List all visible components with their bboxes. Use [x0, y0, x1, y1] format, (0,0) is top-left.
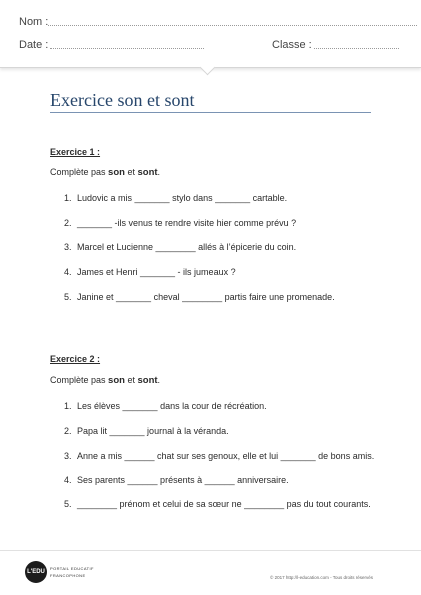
copyright-notice: © 2017 http://l-education.com - Tous droits réservés: [270, 575, 374, 580]
class-dotted-line: [314, 48, 399, 49]
item-text: Papa lit _______ journal à la véranda.: [77, 426, 229, 436]
item-number: 1.: [64, 193, 72, 203]
logo-line-1: PORTAIL EDUCATIF: [50, 566, 94, 571]
item-text: Ludovic a mis _______ stylo dans _______ cartable.: [77, 193, 288, 203]
item-number: 2.: [64, 218, 72, 228]
item-number: 2.: [64, 426, 72, 436]
name-field[interactable]: [19, 16, 48, 28]
exercise1-instruction-end: .: [157, 167, 161, 177]
item-text: Janine et _______ cheval ________ partis faire une promenade.: [77, 292, 335, 302]
logo-line-2: FRANCOPHONE: [50, 573, 86, 578]
exercise2-instruction: [50, 375, 160, 386]
exercise2-connector: et: [127, 375, 135, 385]
item-text: ________ prénom et celui de sa sœur ne ________ pas du tout courants.: [77, 499, 371, 509]
exercise1-word-son: son: [108, 167, 125, 178]
item-number: 4.: [64, 475, 72, 485]
exercise2-instruction-prefix: Complète pas: [50, 375, 106, 385]
item-text: _______ -ils venus te rendre visite hier comme prévu ?: [77, 218, 297, 228]
item-text: Ses parents ______ présents à ______ anniversaire.: [77, 475, 289, 485]
item-number: 5.: [64, 292, 72, 302]
class-field[interactable]: [272, 39, 312, 51]
date-label: Date :: [19, 39, 49, 51]
class-label: Classe :: [272, 39, 312, 51]
item-number: 5.: [64, 499, 72, 509]
item-number: 3.: [64, 451, 72, 461]
date-field[interactable]: [19, 39, 48, 51]
item-text: Marcel et Lucienne ________ allés à l’épicerie du coin.: [77, 242, 297, 252]
exercise2-word-sont: sont: [137, 375, 158, 386]
ledu-logo-icon: L'EDU: [25, 561, 47, 583]
title-underline: [50, 112, 371, 113]
item-number: 4.: [64, 267, 72, 277]
exercise2-instruction-end: .: [157, 375, 161, 385]
name-label: Nom :: [19, 16, 49, 28]
footer-divider: [0, 550, 421, 551]
exercise1-word-sont: sont: [137, 167, 158, 178]
page-title: Exercice son et sont: [50, 90, 195, 110]
item-text: Anne a mis ______ chat sur ses genoux, elle et lui _______ de bons amis.: [77, 451, 375, 461]
exercise1-heading: Exercice 1 :: [50, 147, 101, 157]
exercise2-heading: Exercice 2 :: [50, 354, 101, 364]
exercise1-instruction: [50, 167, 160, 178]
item-number: 3.: [64, 242, 72, 252]
item-text: Les élèves _______ dans la cour de récréation.: [77, 401, 267, 411]
exercise1-connector: et: [127, 167, 135, 177]
item-text: James et Henri _______ - ils jumeaux ?: [77, 267, 236, 277]
exercise2-word-son: son: [108, 375, 125, 386]
date-dotted-line: [50, 48, 204, 49]
item-number: 1.: [64, 401, 72, 411]
page-header: [0, 0, 421, 68]
exercise1-instruction-prefix: Complète pas: [50, 167, 106, 177]
name-dotted-line: [48, 25, 417, 26]
